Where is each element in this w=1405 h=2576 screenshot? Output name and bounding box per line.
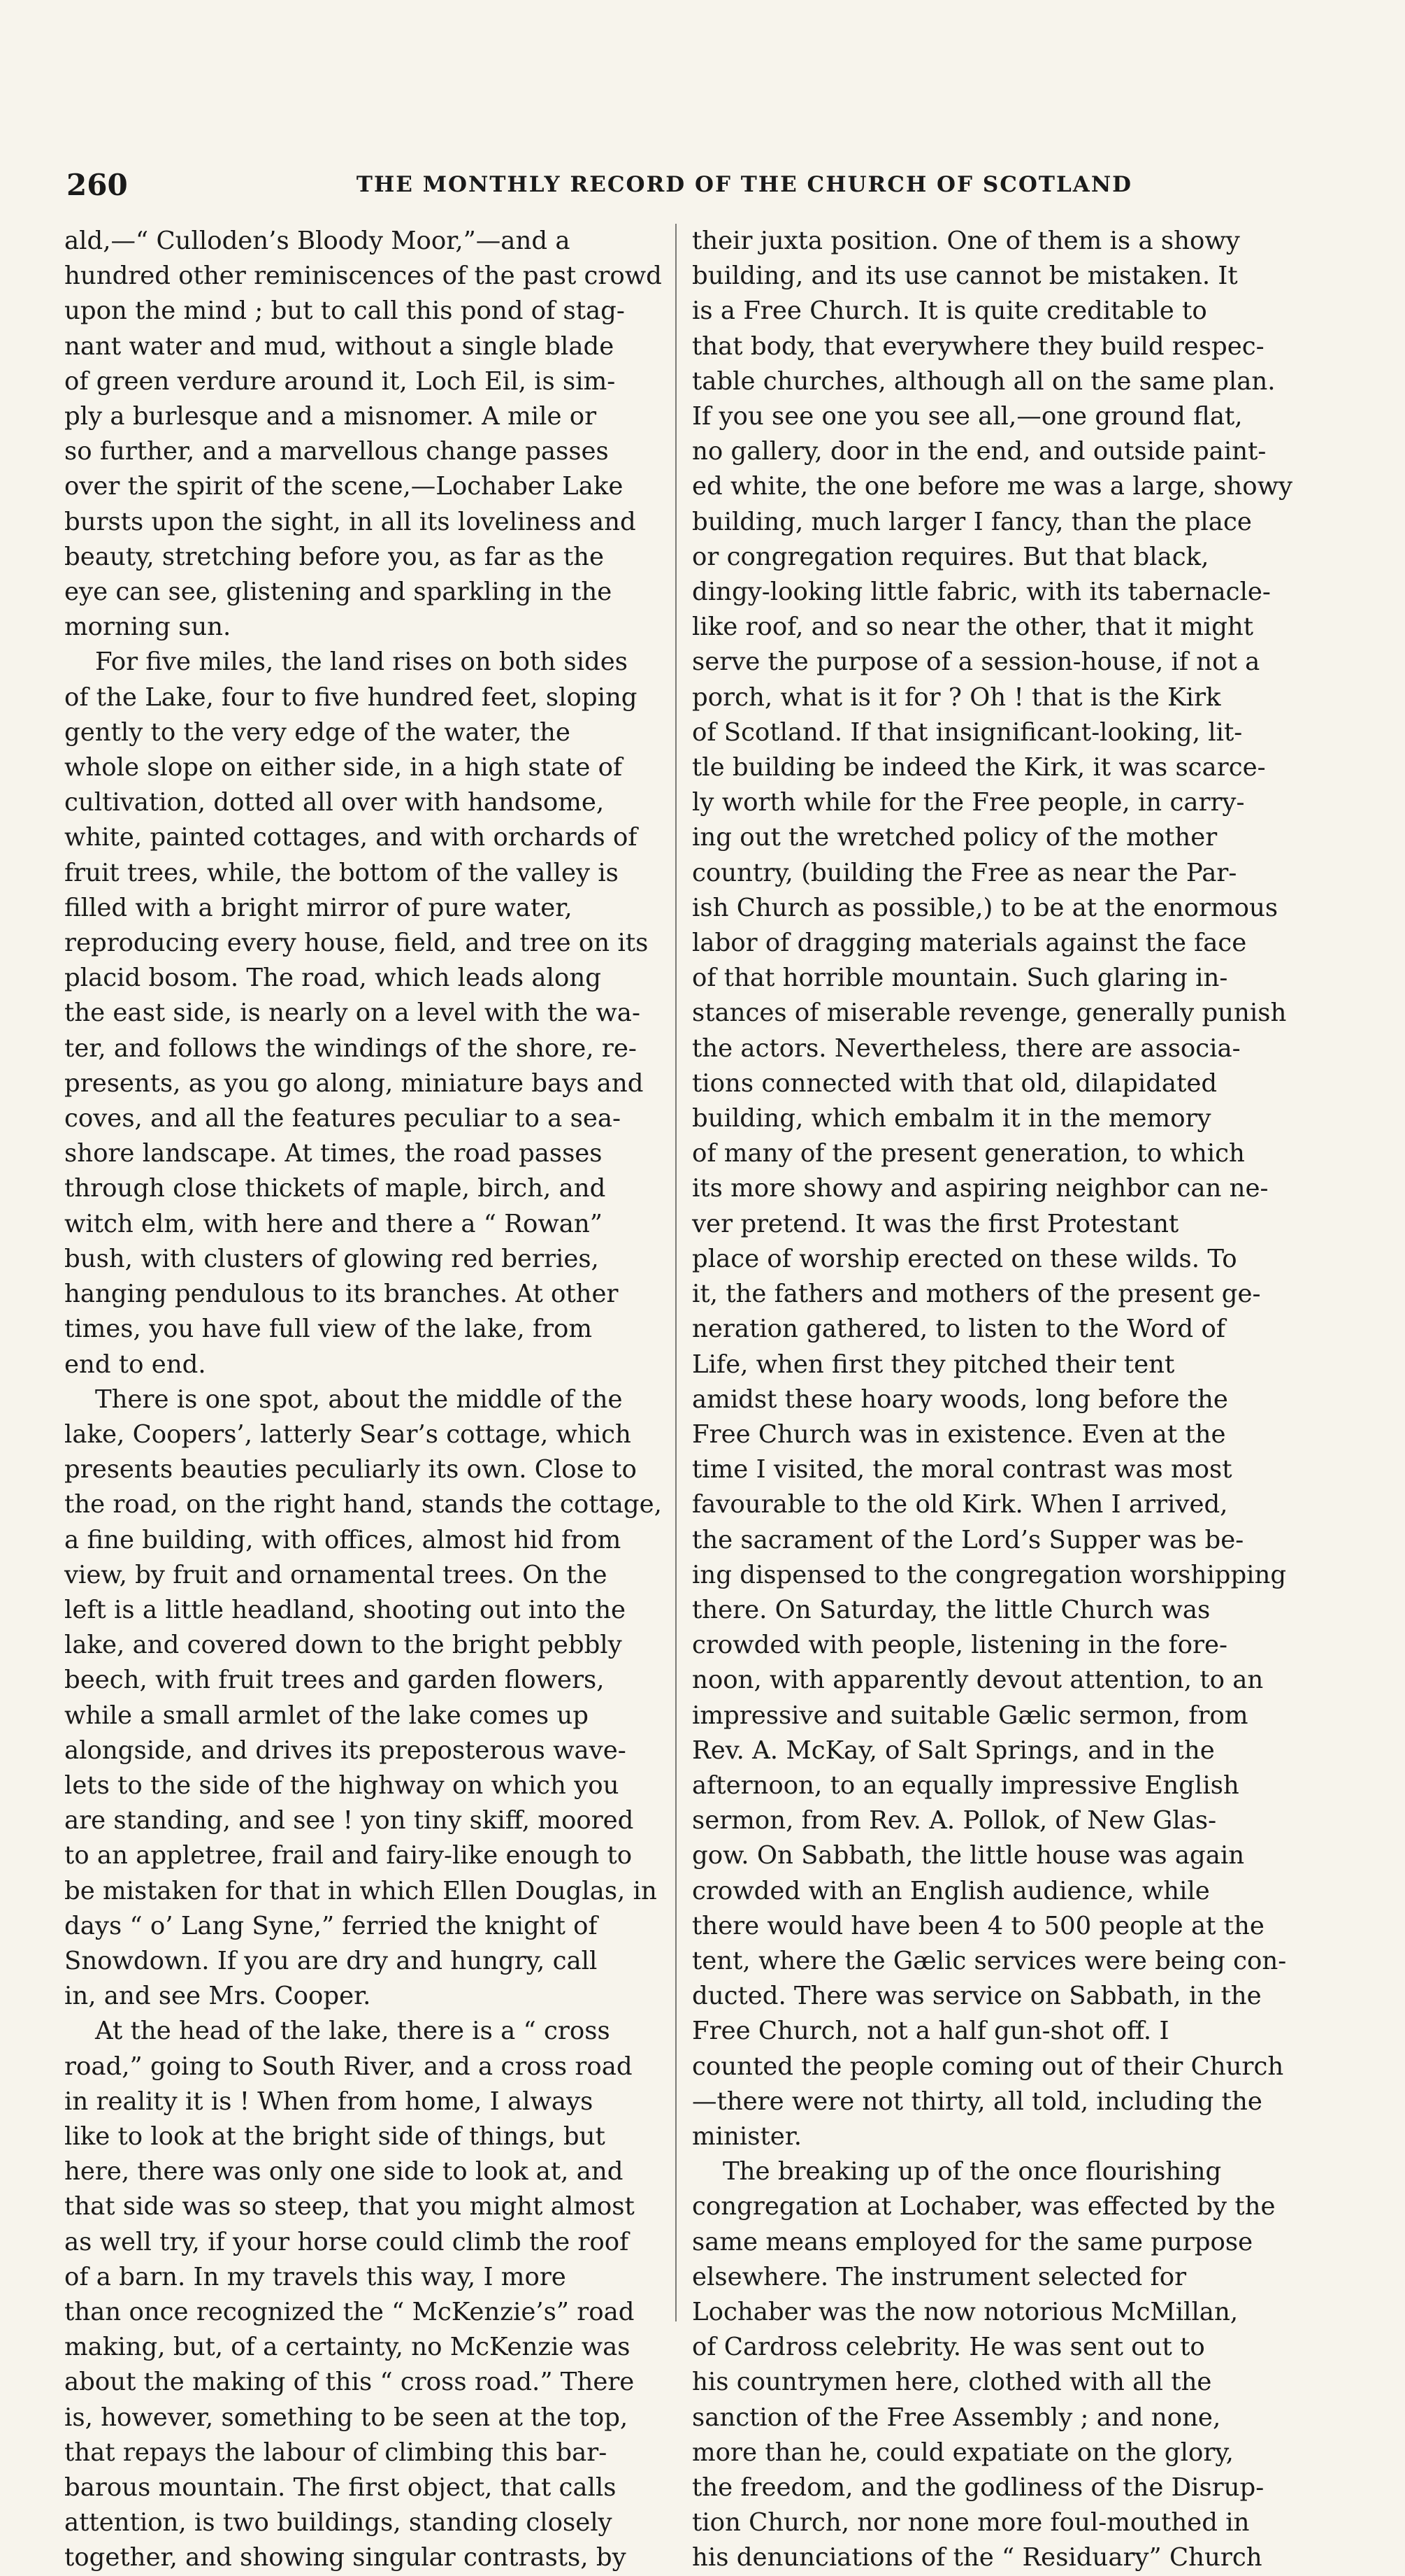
text-line: noon, with apparently devout attention, to an <box>692 1666 1264 1695</box>
text-line: their juxta position. One of them is a showy <box>692 227 1240 255</box>
text-line: the sacrament of the Lord’s Supper was be- <box>692 1525 1244 1554</box>
text-line: making, but, of a certainty, no McKenzie was <box>64 2333 631 2362</box>
text-line: the east side, is nearly on a level with the wa- <box>64 999 640 1028</box>
text-line: Free Church was in existence. Even at the <box>692 1419 1226 1449</box>
text-line: stances of miserable revenge, generally punish <box>692 999 1287 1028</box>
text-line: no gallery, door in the end, and outside paint- <box>692 437 1267 466</box>
text-line: crowded with people, listening in the fore- <box>692 1631 1227 1660</box>
text-line: placid bosom. The road, which leads along <box>64 964 601 993</box>
text-line: The breaking up of the once flourishing <box>723 2157 1222 2187</box>
text-line: Rev. A. McKay, of Salt Springs, and in the <box>692 1736 1215 1765</box>
text-line: there would have been 4 to 500 people at the <box>692 1911 1264 1940</box>
text-line: together, and showing singular contrasts, by <box>64 2543 626 2573</box>
text-line: view, by fruit and ornamental trees. On the <box>64 1560 607 1589</box>
text-line: presents beauties peculiarly its own. Close to <box>64 1455 637 1484</box>
text-line: porch, what is it for ? Oh ! that is the Kirk <box>692 682 1221 712</box>
text-line: counted the people coming out of their Church <box>692 2052 1284 2081</box>
text-line: impressive and suitable Gælic sermon, from <box>692 1701 1248 1730</box>
text-line: barous mountain. The first object, that calls <box>64 2473 617 2502</box>
text-line: neration gathered, to listen to the Word of <box>692 1315 1226 1344</box>
text-line: of many of the present generation, to which <box>692 1139 1245 1168</box>
text-line: ald,—“ Culloden’s Bloody Moor,”—and a <box>64 227 570 255</box>
text-line: For five miles, the land rises on both sides <box>95 647 628 677</box>
text-line: or congregation requires. But that black, <box>692 542 1209 571</box>
text-line: ing dispensed to the congregation worshipping <box>692 1560 1287 1589</box>
text-line: ish Church as possible,) to be at the enormous <box>692 893 1278 922</box>
text-line: lake, and covered down to the bright pebbly <box>64 1631 622 1660</box>
text-line: attention, is two buildings, standing closely <box>64 2508 612 2538</box>
text-line: of the Lake, four to five hundred feet, sloping <box>64 682 637 712</box>
text-line: the actors. Nevertheless, there are associa- <box>692 1033 1241 1063</box>
text-line: than once recognized the “ McKenzie’s” road <box>64 2297 635 2326</box>
text-line: is a Free Church. It is quite creditable to <box>692 296 1207 326</box>
text-line: crowded with an English audience, while <box>692 1876 1210 1905</box>
text-line: gently to the very edge of the water, the <box>64 717 570 747</box>
text-line: coves, and all the features peculiar to a sea- <box>64 1104 621 1133</box>
text-line: road,” going to South River, and a cross road <box>64 2052 633 2081</box>
text-line: of green verdure around it, Loch Eil, is sim- <box>64 366 616 396</box>
text-line: building, much larger I fancy, than the place <box>692 507 1252 536</box>
text-line: that body, that everywhere they build respec- <box>692 331 1264 361</box>
text-line: favourable to the old Kirk. When I arrived, <box>692 1490 1228 1519</box>
text-line: that side was so steep, that you might almost <box>64 2192 635 2221</box>
text-line: days “ o’ Lang Syne,” ferried the knight of <box>64 1911 598 1940</box>
text-line: ducted. There was service on Sabbath, in the <box>692 1982 1262 2011</box>
paragraph <box>64 645 665 1382</box>
paragraph <box>692 224 1293 2154</box>
text-line: its more showy and aspiring neighbor can ne- <box>692 1174 1269 1203</box>
text-line: here, there was only one side to look at, and <box>64 2157 624 2187</box>
text-line: more than he, could expatiate on the glory, <box>692 2438 1234 2467</box>
text-line: of a barn. In my travels this way, I more <box>64 2262 566 2291</box>
text-line: is, however, something to be seen at the top, <box>64 2403 628 2432</box>
text-line: If you see one you see all,—one ground flat, <box>692 402 1243 431</box>
text-line: tion Church, nor none more foul-mouthed in <box>692 2508 1250 2538</box>
text-line: filled with a bright mirror of pure water, <box>64 893 572 922</box>
text-line: in reality it is ! When from home, I always <box>64 2087 593 2116</box>
text-line: lake, Coopers’, latterly Sear’s cottage, which <box>64 1419 631 1449</box>
text-line: lets to the side of the highway on which you <box>64 1770 619 1800</box>
text-line: that repays the labour of climbing this bar- <box>64 2438 607 2467</box>
text-line: a fine building, with offices, almost hid from <box>64 1525 621 1554</box>
page-number: 260 <box>66 168 128 202</box>
text-line: there. On Saturday, the little Church was <box>692 1595 1211 1624</box>
paragraph <box>64 224 665 645</box>
text-line: sermon, from Rev. A. Pollok, of New Glas- <box>692 1806 1217 1836</box>
text-line: through close thickets of maple, birch, and <box>64 1174 606 1203</box>
text-line: like roof, and so near the other, that it might <box>692 613 1254 642</box>
text-line: the freedom, and the godliness of the Disrup- <box>692 2473 1264 2502</box>
text-line: presents, as you go along, miniature bays and <box>64 1068 644 1098</box>
text-line: while a small armlet of the lake comes up <box>64 1701 589 1730</box>
text-line: time I visited, the moral contrast was most <box>692 1455 1232 1484</box>
running-title: THE MONTHLY RECORD OF THE CHURCH OF SCOTLAND <box>356 172 1133 197</box>
text-line: congregation at Lochaber, was effected by the <box>692 2192 1276 2221</box>
text-line: At the head of the lake, there is a “ cross <box>95 2017 610 2046</box>
text-line: hundred other reminiscences of the past crowd <box>64 262 662 291</box>
text-line: bush, with clusters of glowing red berries, <box>64 1244 599 1273</box>
text-line: hanging pendulous to its branches. At other <box>64 1280 619 1309</box>
text-line: building, which embalm it in the memory <box>692 1104 1211 1133</box>
text-line: about the making of this “ cross road.” There <box>64 2368 635 2397</box>
text-line: as well try, if your horse could climb the roof <box>64 2227 629 2256</box>
text-line: times, you have full view of the lake, from <box>64 1315 593 1344</box>
text-line: labor of dragging materials against the face <box>692 929 1247 958</box>
text-line: cultivation, dotted all over with handsome, <box>64 788 605 817</box>
text-line: eye can see, glistening and sparkling in the <box>64 578 612 607</box>
text-line: Snowdown. If you are dry and hungry, call <box>64 1946 598 1975</box>
text-line: alongside, and drives its preposterous wave- <box>64 1736 626 1765</box>
text-line: —there were not thirty, all told, including the <box>692 2087 1262 2116</box>
text-line: gow. On Sabbath, the little house was again <box>692 1841 1245 1870</box>
text-line: morning sun. <box>64 613 231 642</box>
text-line: so further, and a marvellous change passes <box>64 437 609 466</box>
column-divider <box>675 224 677 2321</box>
text-line: place of worship erected on these wilds. To <box>692 1244 1237 1273</box>
left-column <box>64 224 665 2576</box>
text-line: like to look at the bright side of things, but <box>64 2121 605 2151</box>
text-line: afternoon, to an equally impressive English <box>692 1770 1239 1800</box>
text-line: Life, when first they pitched their tent <box>692 1350 1175 1379</box>
paragraph <box>692 2154 1293 2575</box>
text-line: building, and its use cannot be mistaken. It <box>692 262 1238 291</box>
text-line: ter, and follows the windings of the shore, re- <box>64 1033 637 1063</box>
text-line: in, and see Mrs. Cooper. <box>64 1982 371 2011</box>
paragraph <box>64 2014 665 2575</box>
text-line: There is one spot, about the middle of the <box>95 1384 623 1414</box>
text-line: beauty, stretching before you, as far as the <box>64 542 605 571</box>
text-line: his denunciations of the “ Residuary” Church <box>692 2543 1262 2573</box>
text-line: Free Church, not a half gun-shot off. I <box>692 2017 1169 2046</box>
text-line: ply a burlesque and a misnomer. A mile or <box>64 402 597 431</box>
text-line: reproducing every house, field, and tree on its <box>64 929 649 958</box>
text-line: fruit trees, while, the bottom of the valley is <box>64 858 619 887</box>
text-line: tent, where the Gælic services were being con- <box>692 1946 1287 1975</box>
text-line: it, the fathers and mothers of the present ge- <box>692 1280 1261 1309</box>
text-line: whole slope on either side, in a high state of <box>64 753 623 782</box>
right-column <box>692 224 1293 2576</box>
text-line: minister. <box>692 2121 802 2151</box>
text-line: witch elm, with here and there a “ Rowan” <box>64 1209 603 1238</box>
text-line: same means employed for the same purpose <box>692 2227 1253 2256</box>
text-line: of Cardross celebrity. He was sent out to <box>692 2333 1205 2362</box>
text-line: table churches, although all on the same plan. <box>692 366 1276 396</box>
text-line: ed white, the one before me was a large, showy <box>692 472 1293 501</box>
text-line: Lochaber was the now notorious McMillan, <box>692 2297 1239 2326</box>
text-line: of that horrible mountain. Such glaring in- <box>692 964 1228 993</box>
text-line: bursts upon the sight, in all its loveliness and <box>64 507 636 536</box>
text-line: amidst these hoary woods, long before the <box>692 1384 1228 1414</box>
text-line: to an appletree, frail and fairy-like enough to <box>64 1841 633 1870</box>
text-line: sanction of the Free Assembly ; and none, <box>692 2403 1221 2432</box>
text-line: his countrymen here, clothed with all the <box>692 2368 1212 2397</box>
text-line: ver pretend. It was the first Protestant <box>692 1209 1179 1238</box>
text-line: ing out the wretched policy of the mother <box>692 823 1218 852</box>
text-line: country, (building the Free as near the Par- <box>692 858 1237 887</box>
text-line: left is a little headland, shooting out into the <box>64 1595 626 1624</box>
text-line: elsewhere. The instrument selected for <box>692 2262 1187 2291</box>
text-line: dingy-looking little fabric, with its tabernacle- <box>692 578 1271 607</box>
text-line: serve the purpose of a session-house, if not a <box>692 647 1260 677</box>
text-line: tions connected with that old, dilapidated <box>692 1068 1218 1098</box>
text-line: end to end. <box>64 1350 206 1379</box>
text-line: shore landscape. At times, the road passes <box>64 1139 603 1168</box>
text-line: white, painted cottages, and with orchards of <box>64 823 637 852</box>
text-line: upon the mind ; but to call this pond of stag- <box>64 296 625 326</box>
paragraph <box>64 1382 665 2015</box>
text-line: of Scotland. If that insignificant-looking, lit- <box>692 717 1243 747</box>
text-line: tle building be indeed the Kirk, it was scarce- <box>692 753 1266 782</box>
text-line: the road, on the right hand, stands the cottage, <box>64 1490 662 1519</box>
text-line: over the spirit of the scene,—Lochaber Lake <box>64 472 624 501</box>
page-header <box>66 168 1332 210</box>
text-line: be mistaken for that in which Ellen Douglas, in <box>64 1876 657 1905</box>
text-line: ly worth while for the Free people, in carry- <box>692 788 1245 817</box>
text-line: nant water and mud, without a single blade <box>64 331 614 361</box>
text-line: beech, with fruit trees and garden flowers, <box>64 1666 605 1695</box>
text-line: are standing, and see ! yon tiny skiff, moored <box>64 1806 634 1836</box>
